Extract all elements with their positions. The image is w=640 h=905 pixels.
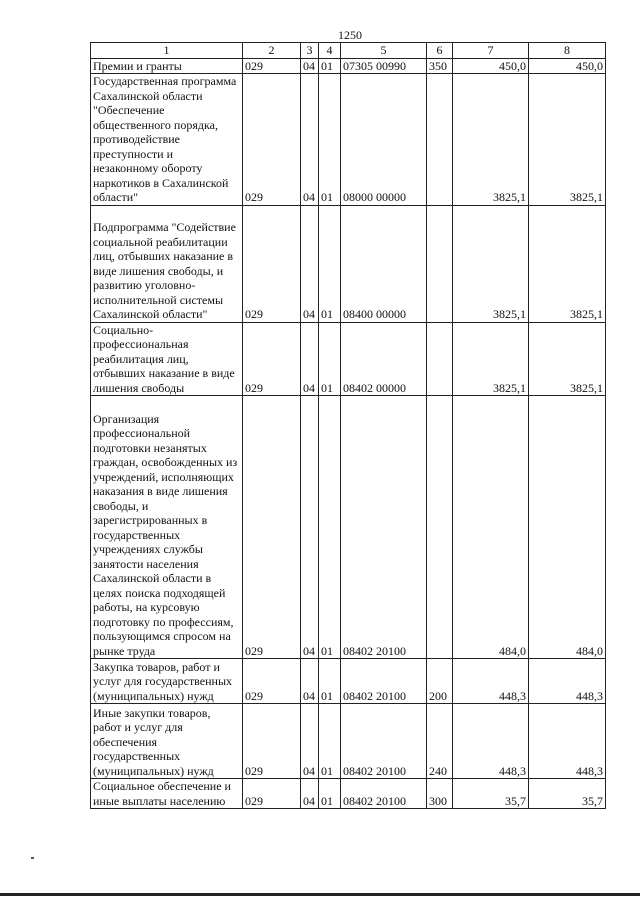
row-name: Иные закупки товаров, работ и услуг для обеспечения государственных (муниципальных) нужд (91, 704, 243, 779)
scan-speck (31, 857, 34, 859)
row-name: Социальное обеспечение и иные выплаты населению (91, 779, 243, 809)
row-name: Государственная программа Сахалинской области "Обеспечение общественного порядка, противодействие преступности и незаконному обороту наркотиков в Сахалинской области" (91, 74, 243, 206)
row-amount-2: 3825,1 (529, 74, 606, 206)
row-amount-2: 448,3 (529, 659, 606, 704)
row-admin-code: 029 (243, 322, 301, 396)
table-row (91, 779, 606, 809)
row-amount-2: 3825,1 (529, 322, 606, 396)
row-amount-2: 35,7 (529, 779, 606, 809)
row-amount-1: 3825,1 (453, 205, 529, 322)
row-amount-2: 448,3 (529, 704, 606, 779)
row-amount-1: 3825,1 (453, 74, 529, 206)
row-section: 04 (301, 779, 319, 809)
col-header-3: 3 (301, 43, 319, 59)
row-section: 04 (301, 205, 319, 322)
row-target-code: 08402 20100 (341, 704, 427, 779)
row-target-code: 08400 00000 (341, 205, 427, 322)
row-admin-code: 029 (243, 779, 301, 809)
col-header-7: 7 (453, 43, 529, 59)
row-subsection: 01 (319, 58, 341, 74)
row-admin-code: 029 (243, 58, 301, 74)
row-target-code: 08402 00000 (341, 322, 427, 396)
page-number: 1250 (338, 28, 362, 42)
row-expense-type (427, 322, 453, 396)
row-target-code: 08402 20100 (341, 396, 427, 659)
row-section: 04 (301, 58, 319, 74)
table-row (91, 659, 606, 704)
col-header-1: 1 (91, 43, 243, 59)
table-row (91, 704, 606, 779)
col-header-4: 4 (319, 43, 341, 59)
col-header-5: 5 (341, 43, 427, 59)
row-name: Организация профессиональной подготовки незанятых граждан, освобожденных из учреждений, исполняющих наказания в виде лишения свободы, и зарегистрированных в государственных учреждениях службы занятости населения Сахалинской области в целях поиска подходящей работы, на курсовую подготовку по профессиям, пользующимся спросом на рынке труда (91, 396, 243, 659)
col-header-8: 8 (529, 43, 606, 59)
row-section: 04 (301, 322, 319, 396)
row-name: Премии и гранты (91, 58, 243, 74)
row-amount-1: 484,0 (453, 396, 529, 659)
row-section: 04 (301, 396, 319, 659)
row-amount-1: 3825,1 (453, 322, 529, 396)
row-subsection: 01 (319, 704, 341, 779)
row-amount-2: 484,0 (529, 396, 606, 659)
row-subsection: 01 (319, 205, 341, 322)
row-target-code: 07305 00990 (341, 58, 427, 74)
col-header-6: 6 (427, 43, 453, 59)
row-section: 04 (301, 74, 319, 206)
row-subsection: 01 (319, 659, 341, 704)
row-expense-type (427, 74, 453, 206)
row-target-code: 08000 00000 (341, 74, 427, 206)
row-expense-type: 200 (427, 659, 453, 704)
row-subsection: 01 (319, 74, 341, 206)
table-row (91, 58, 606, 74)
row-name: Закупка товаров, работ и услуг для государственных (муниципальных) нужд (91, 659, 243, 704)
row-expense-type: 350 (427, 58, 453, 74)
row-section: 04 (301, 704, 319, 779)
row-section: 04 (301, 659, 319, 704)
row-amount-1: 448,3 (453, 704, 529, 779)
row-expense-type: 300 (427, 779, 453, 809)
col-header-2: 2 (243, 43, 301, 59)
row-admin-code: 029 (243, 396, 301, 659)
table-row (91, 322, 606, 396)
scan-bottom-edge (0, 893, 640, 896)
row-admin-code: 029 (243, 659, 301, 704)
header-row (91, 43, 606, 59)
row-admin-code: 029 (243, 704, 301, 779)
row-target-code: 08402 20100 (341, 779, 427, 809)
row-subsection: 01 (319, 779, 341, 809)
row-expense-type (427, 205, 453, 322)
row-admin-code: 029 (243, 74, 301, 206)
row-subsection: 01 (319, 396, 341, 659)
row-amount-1: 35,7 (453, 779, 529, 809)
row-target-code: 08402 20100 (341, 659, 427, 704)
table-row (91, 74, 606, 206)
row-expense-type: 240 (427, 704, 453, 779)
row-name: Социально-профессиональная реабилитация лиц, отбывших наказание в виде лишения свободы (91, 322, 243, 396)
row-amount-2: 3825,1 (529, 205, 606, 322)
row-amount-2: 450,0 (529, 58, 606, 74)
row-subsection: 01 (319, 322, 341, 396)
table-row (91, 396, 606, 659)
row-admin-code: 029 (243, 205, 301, 322)
row-name: Подпрограмма "Содействие социальной реабилитации лиц, отбывших наказание в виде лишения свободы, и развитию уголовно-исполнительной системы Сахалинской области" (91, 205, 243, 322)
table-row (91, 205, 606, 322)
row-amount-1: 450,0 (453, 58, 529, 74)
row-amount-1: 448,3 (453, 659, 529, 704)
row-expense-type (427, 396, 453, 659)
budget-table (90, 42, 606, 809)
